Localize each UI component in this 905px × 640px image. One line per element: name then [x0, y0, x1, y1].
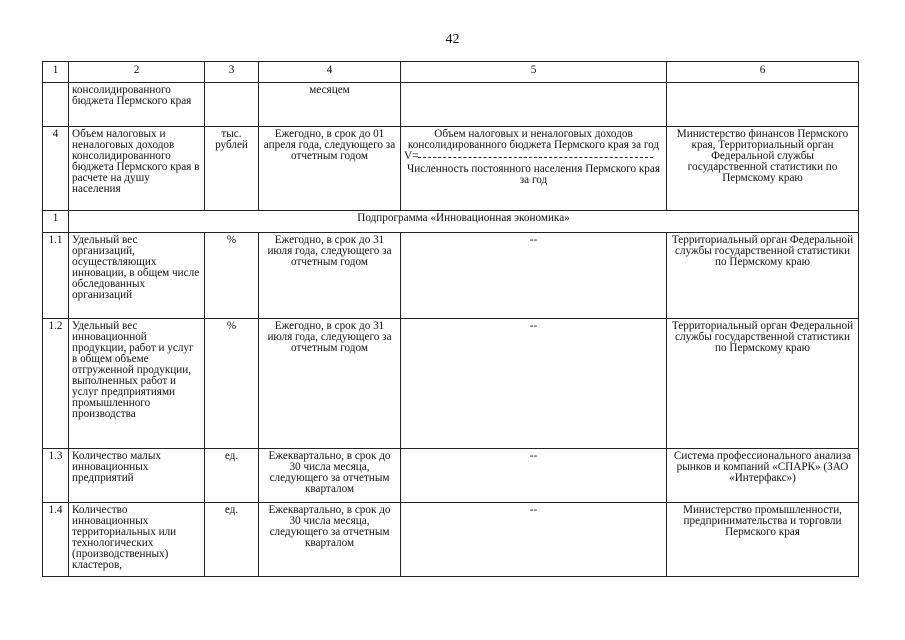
- indicators-table: [42, 61, 859, 577]
- row-number: 1.4: [43, 503, 69, 577]
- formula: --: [401, 449, 667, 503]
- deadline: Ежеквартально, в срок до 30 числа месяца, следующего за отчетным кварталом: [259, 449, 401, 503]
- formula-numerator: Объем налоговых и неналоговых доходов консолидированного бюджета Пермского края за год: [407, 128, 660, 151]
- formula: [401, 83, 667, 127]
- unit: %: [205, 319, 259, 449]
- table-row: [43, 449, 859, 503]
- indicator-name: Количество малых инновационных предприятий: [69, 449, 205, 503]
- subprogram-number: 1: [43, 211, 69, 233]
- unit: %: [205, 233, 259, 319]
- header-col-5: 5: [401, 62, 667, 83]
- source: Территориальный орган Федеральной службы государственной статистики по Пермскому краю: [667, 319, 859, 449]
- row-number: 4: [43, 127, 69, 211]
- header-col-4: 4: [259, 62, 401, 83]
- source: Министерство промышленности, предпринимательства и торговли Пермского края: [667, 503, 859, 577]
- source: Система профессионального анализа рынков и компаний «СПАРК» (ЗАО «Интерфакс»): [667, 449, 859, 503]
- formula: --: [401, 319, 667, 449]
- table-row: [43, 233, 859, 319]
- table-row: [43, 319, 859, 449]
- formula-denominator: Численность постоянного населения Пермского края за год: [406, 163, 661, 186]
- formula: --: [401, 233, 667, 319]
- indicator-name: Удельный вес организаций, осуществляющих инновации, в общем числе обследованных организаций: [69, 233, 205, 319]
- table-row: [43, 503, 859, 577]
- table-row: [43, 83, 859, 127]
- formula: --: [401, 503, 667, 577]
- header-row: [43, 62, 859, 83]
- source: [667, 83, 859, 127]
- source: Министерство финансов Пермского края, Территориальный орган Федеральной службы государственной статистики по Пермскому краю: [667, 127, 859, 211]
- page-number: 42: [445, 32, 460, 47]
- row-number: 1.3: [43, 449, 69, 503]
- row-number: 1.2: [43, 319, 69, 449]
- subprogram-title: Подпрограмма «Инновационная экономика»: [69, 211, 859, 233]
- formula-label: V=: [404, 150, 419, 162]
- unit: тыс. рублей: [205, 127, 259, 211]
- deadline: Ежеквартально, в срок до 30 числа месяца, следующего за отчетным кварталом: [259, 503, 401, 577]
- unit: [205, 83, 259, 127]
- indicator-name: Количество инновационных территориальных или технологических (производственных) кластеров,: [69, 503, 205, 577]
- subprogram-row: [43, 211, 859, 233]
- indicator-name: Удельный вес инновационной продукции, работ и услуг в общем объеме отгруженной продукции, выполненных работ и услуг предприятиями промышленного производства: [69, 319, 205, 449]
- row-number: [43, 83, 69, 127]
- fraction-line: [418, 157, 653, 158]
- deadline: Ежегодно, в срок до 31 июля года, следующего за отчетным годом: [259, 233, 401, 319]
- deadline: месяцем: [259, 83, 401, 127]
- unit: ед.: [205, 503, 259, 577]
- header-col-6: 6: [667, 62, 859, 83]
- header-col-1: 1: [43, 62, 69, 83]
- deadline: Ежегодно, в срок до 31 июля года, следующего за отчетным годом: [259, 319, 401, 449]
- indicator-name: Объем налоговых и неналоговых доходов консолидированного бюджета Пермского края в расчете на душу населения: [69, 127, 205, 211]
- formula: [401, 127, 667, 211]
- header-col-3: 3: [205, 62, 259, 83]
- header-col-2: 2: [69, 62, 205, 83]
- unit: ед.: [205, 449, 259, 503]
- source: Территориальный орган Федеральной службы государственной статистики по Пермскому краю: [667, 233, 859, 319]
- row-number: 1.1: [43, 233, 69, 319]
- deadline: Ежегодно, в срок до 01 апреля года, следующего за отчетным годом: [259, 127, 401, 211]
- table-row: [43, 127, 859, 211]
- indicator-name: консолидированного бюджета Пермского края: [69, 83, 205, 127]
